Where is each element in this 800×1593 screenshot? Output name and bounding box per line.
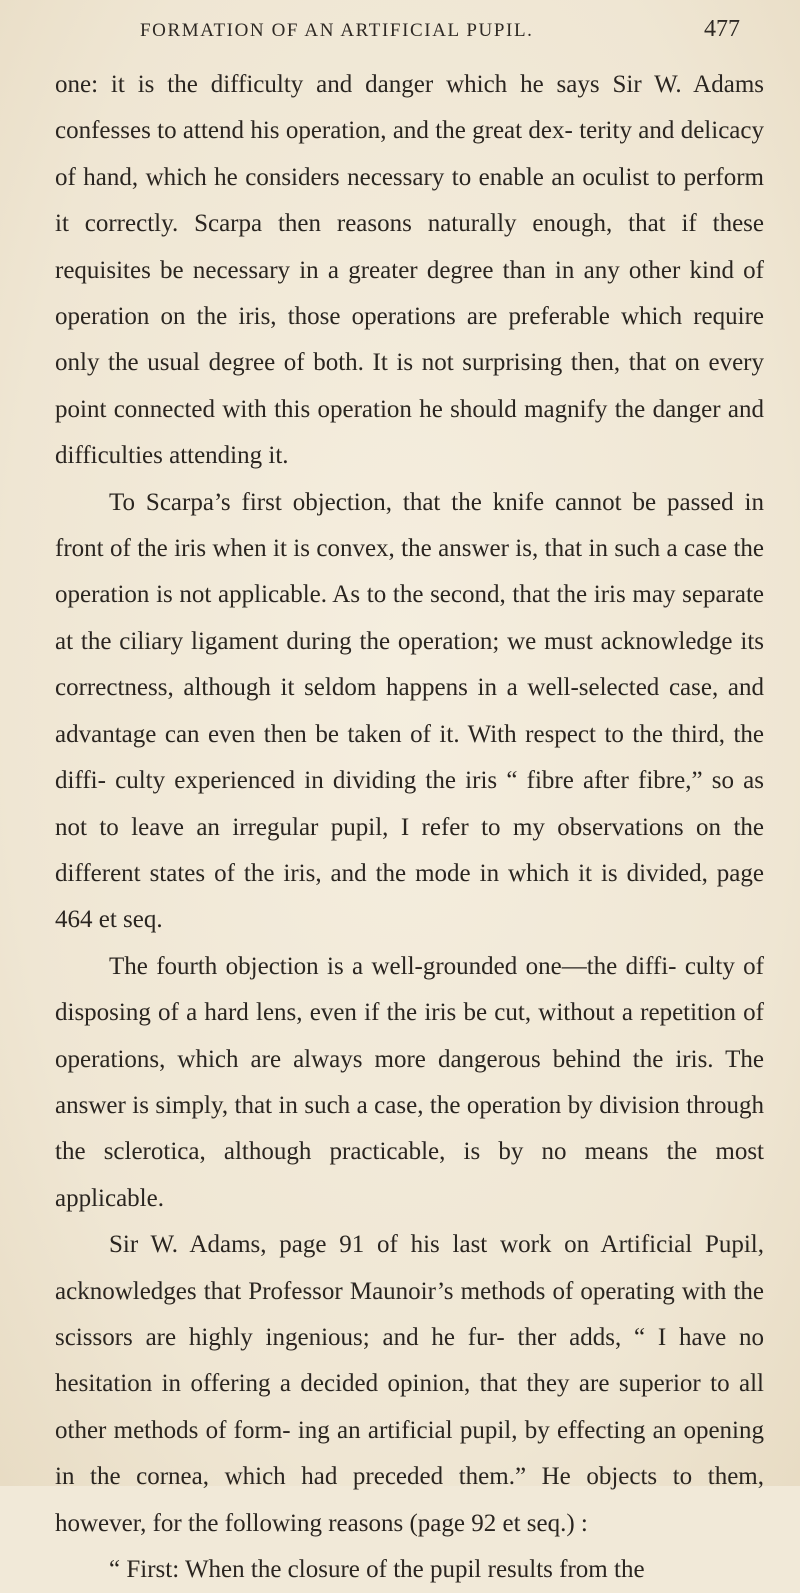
page-header [140,16,740,52]
body-text [55,62,764,1593]
paragraph: Sir W. Adams, page 91 of his last work on Artificial Pupil, acknowledges that Professor Maunoir’s methods of operating with the scissors are highly ingenious; and he fur- ther adds, “ I have no hesitation in offering a decided opinion, that they are superior to all other methods of form- ing an artificial pupil, by effecting an opening in the cornea, which had preceded them.” He objects to them, however, for the following reasons (page 92 et seq.) : [55,1231,764,1537]
running-head: FORMATION OF AN ARTIFICIAL PUPIL. [140,20,534,41]
paragraph: “ First: When the closure of the pupil results from the [109,1556,645,1583]
paragraph: The fourth objection is a well-grounded one—the diffi- culty of disposing of a hard lens, even if the iris be cut, without a repetition of operations, which are always more dangerous behind the iris. The answer is simply, that in such a case, the operation by division through the sclerotica, although practicable, is by no means the most applicable. [55,952,764,1212]
paragraph: one: it is the difficulty and danger which he says Sir W. Adams confesses to attend his operation, and the great dex- terity and delicacy of hand, which he considers necessary to enable an oculist to perform it correctly. Scarpa then reasons naturally enough, that if these requisites be necessary in a greater degree than in any other kind of operation on the iris, those operations are preferable which require only the usual degree of both. It is not surprising then, that on every point connected with this operation he should magnify the danger and difficulties attending it. [55,71,764,470]
page-number: 477 [704,16,740,42]
paragraph: To Scarpa’s first objection, that the knife cannot be passed in front of the iris when it is convex, the answer is, that in such a case the operation is not applicable. As to the second, that the iris may separate at the ciliary ligament during the operation; we must acknowledge its correctness, although it seldom happens in a well-selected case, and advantage can even then be taken of it. With respect to the third, the diffi- culty experienced in dividing the iris “ fibre after fibre,” so as not to leave an irregular pupil, I refer to my observations on the different states of the iris, and the mode in which it is divided, page 464 et seq. [55,488,764,934]
